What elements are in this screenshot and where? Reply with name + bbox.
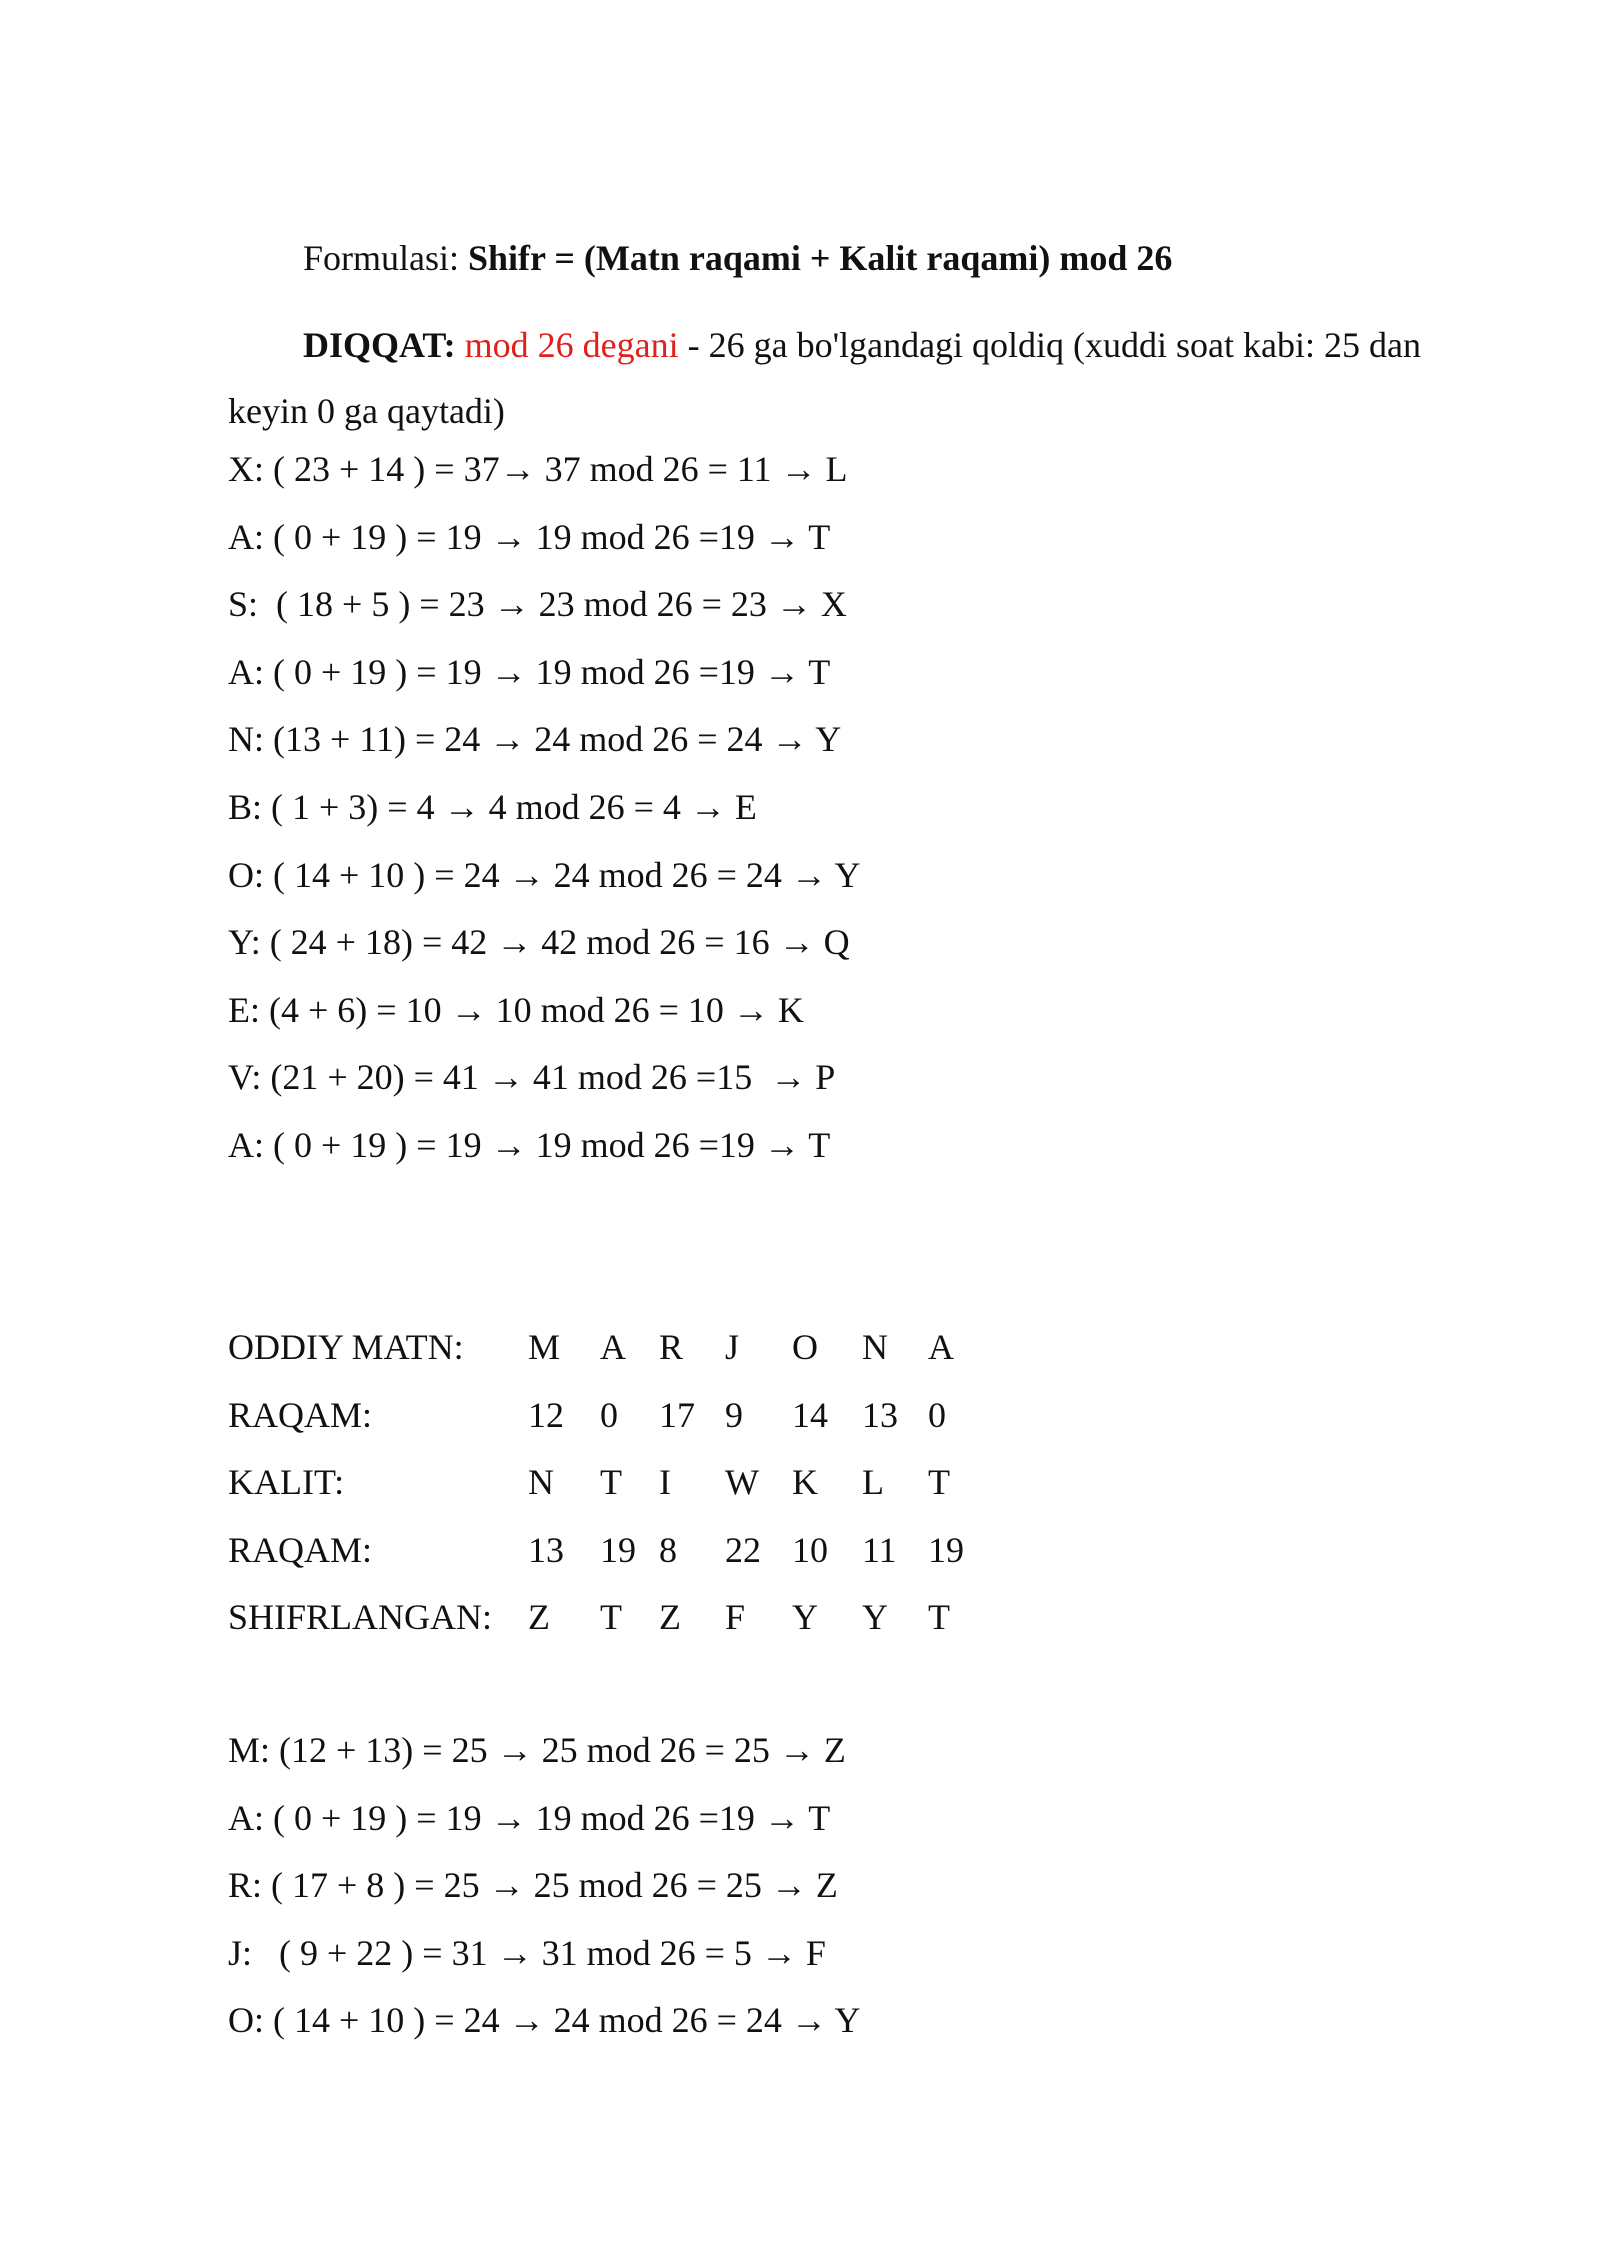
table-cell: 10: [792, 1529, 828, 1570]
table-cell: T: [600, 1462, 622, 1503]
note-paragraph: [228, 312, 1488, 444]
calculation-list-1: [228, 444, 861, 1188]
table-cell: T: [928, 1597, 950, 1638]
table-cell: N: [862, 1327, 888, 1367]
table-cell: O: [792, 1327, 818, 1367]
calculation-line: X: ( 23 + 14 ) = 37→ 37 mod 26 = 11 → L: [228, 449, 848, 489]
formula-prefix: Formulasi:: [303, 238, 469, 278]
table-cell: Y: [792, 1597, 818, 1638]
calculation-line: B: ( 1 + 3) = 4 → 4 mod 26 = 4 → E: [228, 786, 757, 827]
calculation-line: A: ( 0 + 19 ) = 19 → 19 mod 26 =19 → T: [228, 1124, 831, 1165]
calculation-line: E: (4 + 6) = 10 → 10 mod 26 = 10 → K: [228, 989, 804, 1030]
row-label: SHIFRLANGAN:: [228, 1597, 493, 1638]
calculation-line: Y: ( 24 + 18) = 42 → 42 mod 26 = 16 → Q: [228, 922, 850, 963]
table-cell: 9: [725, 1394, 743, 1435]
calculation-line: A: ( 0 + 19 ) = 19 → 19 mod 26 =19 → T: [228, 651, 831, 692]
calculation-line: S: ( 18 + 5 ) = 23 → 23 mod 26 = 23 → X: [228, 584, 847, 625]
table-cell: L: [862, 1462, 884, 1503]
formula-bold: Shifr = (Matn raqami + Kalit raqami) mod 26: [468, 238, 1173, 278]
table-cell: 13: [528, 1529, 564, 1570]
table-cell: 11: [862, 1529, 897, 1570]
table-cell: F: [725, 1597, 746, 1638]
table-cell: 14: [792, 1394, 828, 1435]
note-label: DIQQAT:: [303, 325, 456, 365]
table-cell: W: [725, 1462, 759, 1503]
calculation-line: V: (21 + 20) = 41 → 41 mod 26 =15 → P: [228, 1057, 836, 1098]
table-cell: T: [928, 1462, 950, 1503]
table-cell: M: [528, 1327, 561, 1367]
row-label: RAQAM:: [228, 1394, 373, 1435]
table-cell: J: [725, 1327, 740, 1367]
table-cell: T: [600, 1597, 622, 1638]
table-cell: 19: [600, 1529, 636, 1570]
calculation-line: J: ( 9 + 22 ) = 31 → 31 mod 26 = 5 → F: [228, 1932, 826, 1973]
note-text: - 26 ga bo'lgandagi qoldiq (xuddi soat kabi: 25 dan keyin 0 ga qaytadi): [228, 325, 1421, 431]
table-cell: 17: [659, 1394, 695, 1435]
table-cell: Z: [528, 1597, 550, 1638]
table-cell: A: [600, 1327, 626, 1367]
calculation-line: R: ( 17 + 8 ) = 25 → 25 mod 26 = 25 → Z: [228, 1865, 838, 1906]
table-cell: 8: [659, 1529, 677, 1570]
row-label: RAQAM:: [228, 1529, 373, 1570]
row-label: ODDIY MATN:: [228, 1327, 464, 1367]
table-cell: 22: [725, 1529, 761, 1570]
calculation-line: N: (13 + 11) = 24 → 24 mod 26 = 24 → Y: [228, 719, 842, 760]
table-cell: N: [528, 1462, 554, 1503]
table-cell: 19: [928, 1529, 964, 1570]
calculation-list-2: [228, 1725, 861, 2063]
calculation-line: M: (12 + 13) = 25 → 25 mod 26 = 25 → Z: [228, 1730, 846, 1770]
table-cell: Y: [862, 1597, 888, 1638]
table-cell: K: [792, 1462, 818, 1503]
calculation-line: O: ( 14 + 10 ) = 24 → 24 mod 26 = 24 → Y: [228, 2000, 861, 2041]
row-label: KALIT:: [228, 1462, 345, 1503]
table-cell: A: [928, 1327, 954, 1367]
calculation-line: A: ( 0 + 19 ) = 19 → 19 mod 26 =19 → T: [228, 516, 831, 557]
table-cell: 13: [862, 1394, 898, 1435]
note-highlight: mod 26 degani: [464, 325, 679, 365]
table-cell: 12: [528, 1394, 564, 1435]
table-cell: I: [659, 1462, 671, 1503]
calculation-line: O: ( 14 + 10 ) = 24 → 24 mod 26 = 24 → Y: [228, 854, 861, 895]
table-cell: 0: [600, 1394, 618, 1435]
formula-line: [303, 233, 1172, 283]
table-cell: Z: [659, 1597, 681, 1638]
table-cell: 0: [928, 1394, 946, 1435]
calculation-line: A: ( 0 + 19 ) = 19 → 19 mod 26 =19 → T: [228, 1797, 831, 1838]
table-cell: R: [659, 1327, 684, 1367]
